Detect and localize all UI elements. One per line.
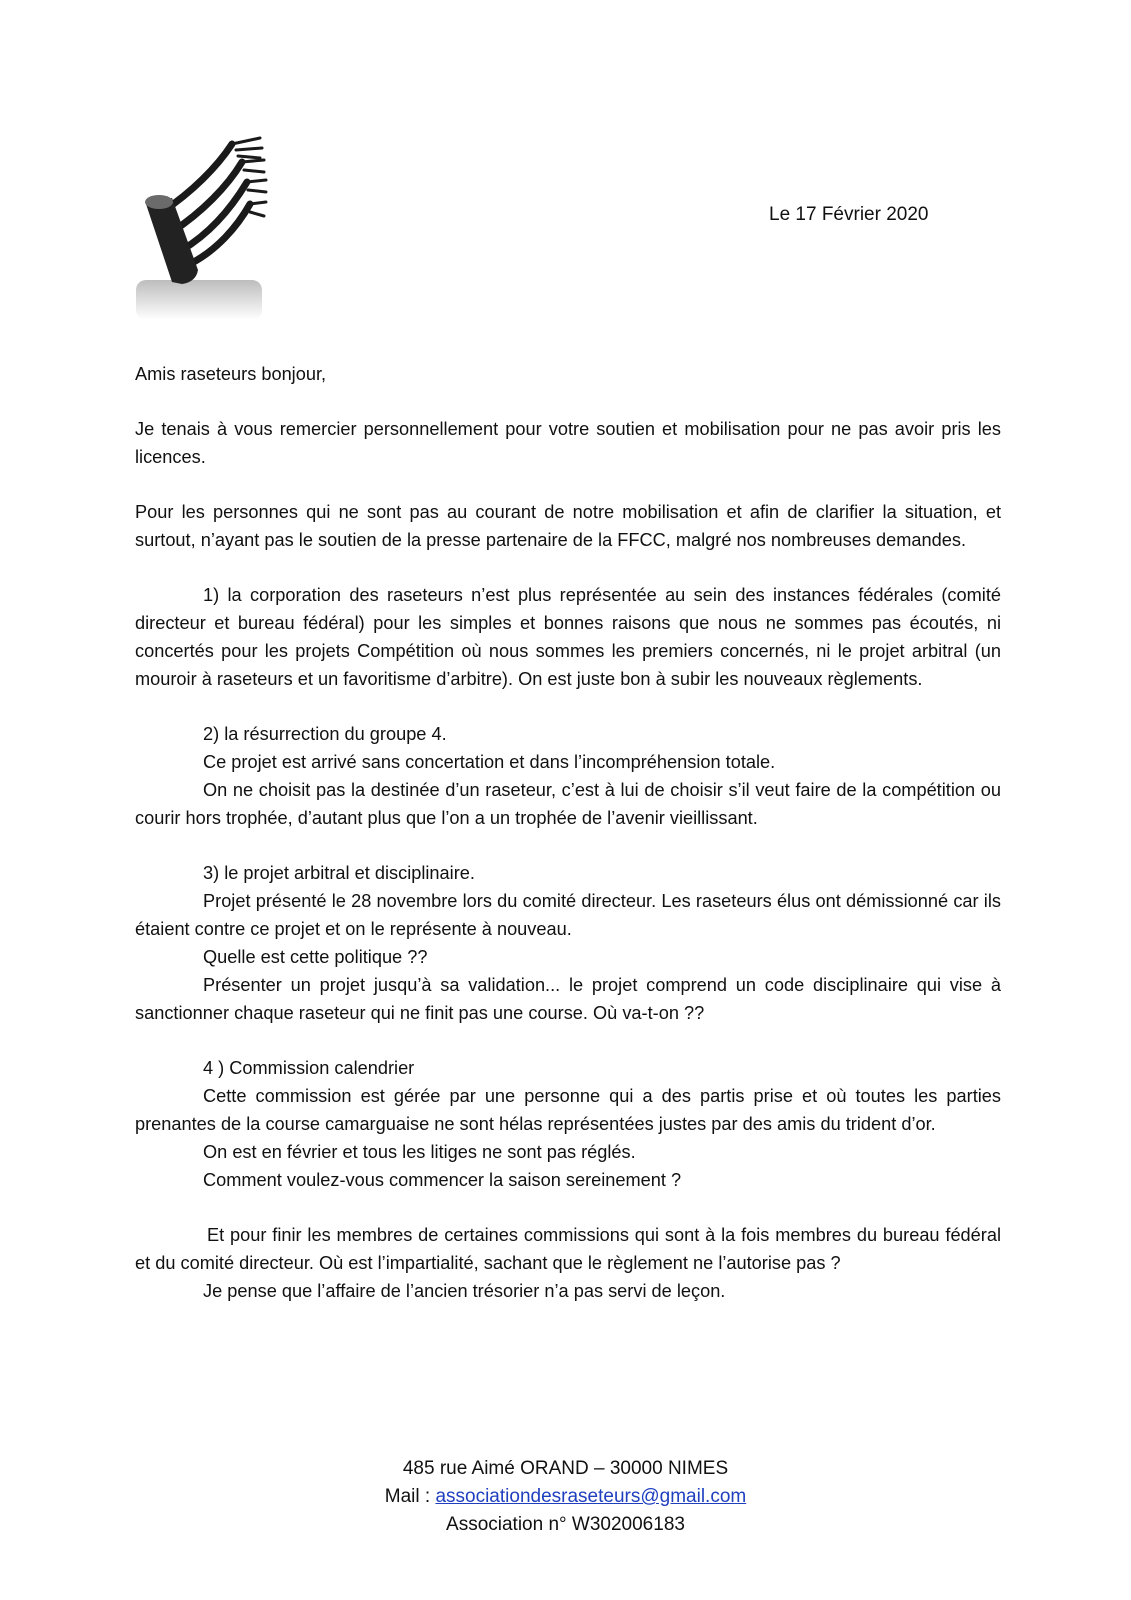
point-2-line-1: Ce projet est arrivé sans concertation et dans l’incompréhension totale. (203, 752, 776, 772)
letter-body (135, 360, 1001, 1305)
thanks-paragraph: Je tenais à vous remercier personnellement pour votre soutien et mobilisation pour ne pas avoir pris les licences. (135, 419, 1001, 467)
point-3-title: 3) le projet arbitral et disciplinaire. (203, 863, 475, 883)
point-3-line-3: Présenter un projet jusqu’à sa validation... le projet comprend un code disciplinaire qui vise à sanctionner chaque raseteur qui ne finit pas une course. Où va-t-on ?? (135, 975, 1001, 1023)
letter-date: Le 17 Février 2020 (769, 204, 929, 225)
point-3-line-1: Projet présenté le 28 novembre lors du comité directeur. Les raseteurs élus ont démissionné car ils étaient contre ce projet et on le représente à nouveau. (135, 891, 1001, 939)
point-3-line-2: Quelle est cette politique ?? (203, 947, 428, 967)
context-paragraph: Pour les personnes qui ne sont pas au courant de notre mobilisation et afin de clarifier la situation, et surtout, n’ayant pas le soutien de la presse partenaire de la FFCC, malgré nos nombreuses demandes. (135, 502, 1001, 550)
point-1: 1) la corporation des raseteurs n’est plus représentée au sein des instances fédérales (comité directeur et bureau fédéral) pour les simples et bonnes raisons que nous ne sommes pas écoutés, ni concertés pour les projets Compétition où nous sommes les premiers concernés, ni le projet arbitral (un mouroir à raseteurs et un favoritisme d’arbitre). On est juste bon à subir les nouveaux règlements. (135, 585, 1001, 689)
letter-footer (0, 1455, 1131, 1539)
mail-line (0, 1483, 1131, 1511)
closing-paragraph: Et pour finir les membres de certaines commissions qui sont à la fois membres du bureau fédéral et du comité directeur. Où est l’impartialité, sachant que le règlement ne l’autorise pas ? (135, 1225, 1001, 1273)
association-number: Association n° W302006183 (446, 1514, 685, 1535)
closing-line: Je pense que l’affaire de l’ancien trésorier n’a pas servi de leçon. (203, 1281, 726, 1301)
greeting: Amis raseteurs bonjour, (135, 364, 327, 384)
raset-hook-logo (132, 132, 272, 322)
point-4-line-1: Cette commission est gérée par une personne qui a des partis prise et où toutes les parties prenantes de la course camarguaise ne sont hélas représentées justes par des amis du trident d’or. (135, 1086, 1001, 1134)
mail-label: Mail : (384, 1486, 436, 1507)
raset-hook-icon (132, 132, 272, 322)
point-2-line-2: On ne choisit pas la destinée d’un raseteur, c’est à lui de choisir s’il veut faire de la compétition ou courir hors trophée, d’autant plus que l’on a un trophée de l’avenir vieillissant. (135, 780, 1001, 828)
point-4-line-2: On est en février et tous les litiges ne sont pas réglés. (203, 1142, 636, 1162)
point-2-title: 2) la résurrection du groupe 4. (203, 724, 447, 744)
address: 485 rue Aimé ORAND – 30000 NIMES (402, 1458, 729, 1479)
email-link[interactable]: associationdesraseteurs@gmail.com (435, 1486, 747, 1507)
point-4-title: 4 ) Commission calendrier (203, 1058, 415, 1078)
point-4-line-3: Comment voulez-vous commencer la saison sereinement ? (203, 1170, 682, 1190)
